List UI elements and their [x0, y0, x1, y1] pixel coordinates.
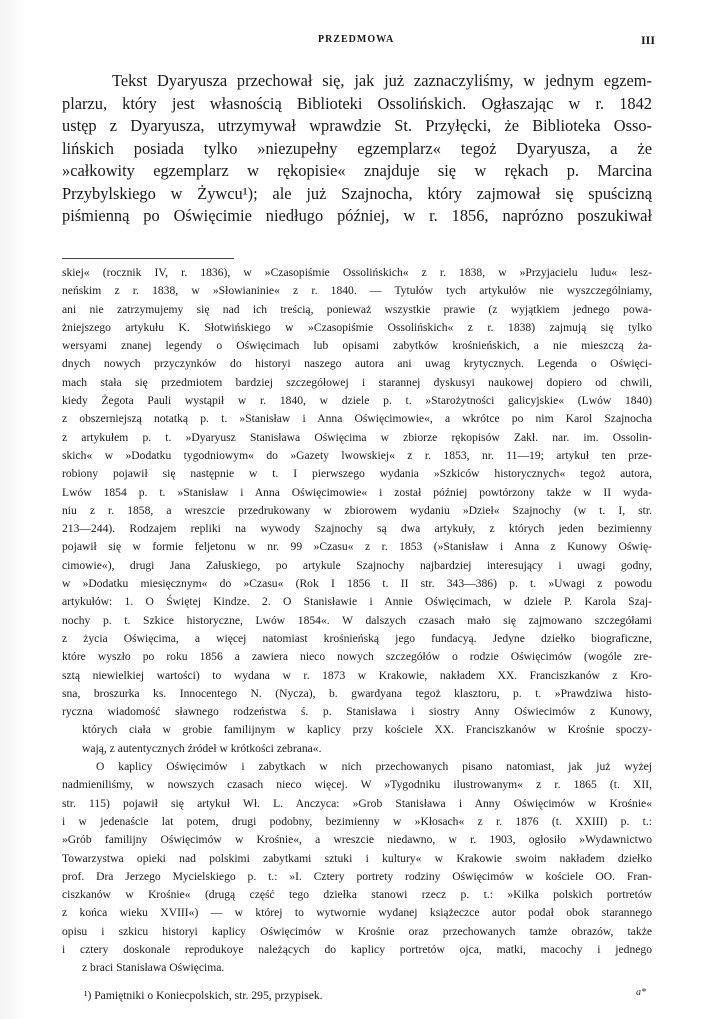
note-line: artykułów: 1. O Świętej Kindze. 2. O Stanisławie i Annie Oświęcimach, w dziele P. Karola Szaj- — [62, 595, 652, 609]
note-line: str. 115) pojawił się artykuł Wł. L. Anczyca: »Grob Stanisława i Anny Oświęcimów w Krośnie« — [62, 796, 652, 810]
note-line: robiony pojawił się następnie w t. I pierwszego wydania »Szkiców historycznych« tegoż autora, — [62, 467, 652, 481]
note-line: ciszkanów w Krośnie« (drugą część tego dziełka stanowi rzecz p. t.: »Kilka polskich portretów — [62, 888, 652, 902]
running-head: PRZEDMOWA — [318, 34, 395, 45]
note-line: 213—244). Rodzajem repliki na wywody Szajnochy są dwa artykuły, z których jeden bezimienny — [62, 522, 652, 536]
note-line: dnych nowych przyczynków do historyi naszego autora ani uwag krytycznych. Legenda o Oświęci- — [62, 357, 652, 371]
note-line: których ciała w grobie familijnym w kaplicy przy kościele XX. Franciszkanów w Krośnie spoczy- — [82, 723, 652, 737]
note-line: z artykułem p. t. »Dyaryusz Stanisława Oświęcima w zbiorze rękopisów Zakł. nar. im. Ossolin- — [62, 430, 652, 444]
main-text-line: lińskich posiada tylko »niezupełny egzemplarz« tegoż Dyaryusza, a że — [62, 138, 652, 158]
note-line: »Grób familijny Oświęcimów w Krośnie«, a wreszcie niedawno, w r. 1903, ogłosiło »Wydawnictwo — [62, 833, 652, 847]
note-line: neńskim z r. 1838, w »Słowianinie« z r. 1840. — Tytułów tych artykułów nie wyszczególniamy, — [62, 284, 652, 298]
note-line: żniejszego artykułu K. Słotwińskiego w »Czasopiśmie Ossolińskich« z r. 1838) zajmują się tylko — [62, 320, 652, 334]
main-text-line: piśmienną po Oświęcimie niedługo później, w r. 1856, naprózno poszukiwał — [62, 206, 652, 225]
note-line: ryczna wiadomość sławnego rodzeństwa ś. p. Stanisława i siostry Anny Oświecimów z Kunowy, — [62, 705, 652, 719]
footnote-rule — [62, 258, 234, 259]
scan-shadow — [0, 0, 26, 1019]
note-line: które wyszło po roku 1856 a zawiera nieco nowych szczegółów o rodzie Oświęcimów (wogóle zre- — [62, 650, 652, 664]
note-line: pojawił się w formie feljetonu w nr. 99 »Czasu« z r. 1853 (»Stanisław i Anna z Kunowy Oświę- — [62, 540, 652, 554]
note-line: sna, broszurka ks. Innocentego N. (Nycza), b. gwardyana tegoż klasztoru, p. t. »Prawdziwa histo- — [62, 686, 652, 700]
note-line: skiej« (rocznik IV, r. 1836), w »Czasopiśmie Ossolińskich« z r. 1838, w »Przyjacielu ludu« lesz- — [62, 266, 652, 279]
note-line: skich« w »Dodatku tygodniowym« do »Gazety lwowskiej« z r. 1853, nr. 11—19; artykuł ten prze- — [62, 448, 652, 462]
note-line: kiedy Żegota Pauli wystąpił w r. 1840, w dziele p. t. »Starożytności galicyjskie« (Lwów 1840) — [62, 394, 652, 408]
main-text-line: Przybylskiego w Żywcu¹); ale już Szajnocha, który zajmował się spuścizną — [62, 183, 652, 203]
note-line: opisu i szkicu historyi kaplicy Oświęcimów w Krośnie oraz przechowanych tamże obrazów, także — [62, 924, 652, 938]
main-text-line: Tekst Dyaryusza przechował się, jak już zaznaczyliśmy, w jednym egzem- — [112, 71, 652, 90]
note-line: prof. Dra Jerzego Mycielskiego p. t.: »I. Cztery portrety rodziny Oświęcimów w kościele OO. Fran- — [62, 869, 652, 883]
note-line: mach stała się przedmiotem bardziej szczegółowej i starannej dyskusyi naukowej dopiero od chwili, — [62, 375, 652, 389]
note-line: z braci Stanisława Oświęcima. — [82, 961, 225, 975]
signature-mark: a* — [636, 987, 646, 998]
page-number: III — [641, 33, 656, 47]
note-line: i cztery doskonale reprodukoye należących do kaplicy portretów ojca, matki, macochy i jednego — [62, 942, 652, 956]
note-line: Lwów 1854 p. t. »Stanisław i Anna Oświęcimowie« i został później powtórzony także w II wyda- — [62, 485, 652, 499]
note-line: w »Dodatku miesięcznym« do »Czasu« (Rok I 1856 t. II str. 343—386) p. t. »Uwagi z powodu — [62, 577, 652, 591]
note-line: Towarzystwa opieki nad polskimi zabytkami sztuki i kultury« w Krakowie swoim nakładem dziełko — [62, 851, 652, 865]
note-line: nadmieniliśmy, w nowszych czasach nieco więcej. W »Tygodniku ilustrowanym« z r. 1865 (t. XII, — [62, 778, 652, 792]
footnote-continuation-block — [62, 264, 652, 978]
main-text-line: ustęp z Dyaryusza, utrzymywał wprawdzie St. Przyłęcki, że Biblioteka Osso- — [62, 116, 652, 135]
note-line: O kaplicy Oświęcimów i zabytkach w nich przechowanych pisano natomiast, jak już wyżej — [96, 760, 652, 774]
note-line: z życia Oświęcima, a więcej natomiast krośnieńską jego fundacyą. Jedyne dziełko biograficzne, — [62, 631, 652, 645]
note-line: cimowie«), drugi Jana Załuskiego, po artykule Szajnochy najbardziej interesujący i uwagi godny, — [62, 558, 652, 572]
note-line: ani nie zatrzymujemy się nad ich treścią, ponieważ wszystkie prawie (z wyjątkiem jednego powa- — [62, 302, 652, 316]
note-line: i w jedenaście lat potem, drugi podobny, bezimienny w »Kłosach« z r. 1876 (t. XXIII) p. t.: — [62, 814, 652, 828]
note-line: wersyami znanej legendy o Oświęcimach lub opisami zabytków krośnieńskich, a nie mieszczą ża- — [62, 339, 652, 353]
main-text-line: plarzu, który jest własnością Biblioteki Ossolińskich. Ogłaszając w r. 1842 — [62, 93, 652, 113]
footnote-1: ¹) Pamiętniki o Koniecpolskich, str. 295, przypisek. — [84, 989, 323, 1002]
note-line: sztą niewielkiej wartości) to wydana w r. 1873 w Krakowie, nakładem XX. Franciszkanów z Kro- — [62, 668, 652, 682]
main-text-line: »całkowity egzemplarz w rękopisie« znajduje się w rękach p. Marcina — [62, 161, 652, 180]
note-line: niu z r. 1858, a wreszcie przedrukowany w zbiorowem wydaniu »Dzieł« Szajnochy (w t. I, str. — [62, 503, 652, 517]
note-line: z obszerniejszą notatką p. t. »Stanisław i Anna Oświęcimowie«, a wkrótce po nim Karol Szajnocha — [62, 412, 652, 426]
main-text-block — [62, 70, 652, 228]
note-line: nochy p. t. Szkice historyczne, Lwów 1854«. W dalszych czasach mało się zajmowano szczegółami — [62, 613, 652, 627]
note-line: wają, z autentycznych źródeł w krótkości zebrana«. — [82, 741, 322, 755]
note-line: z końca wieku XVIII«) — w której to wytwornie wydanej książeczce autor podał obok starannego — [62, 906, 652, 920]
